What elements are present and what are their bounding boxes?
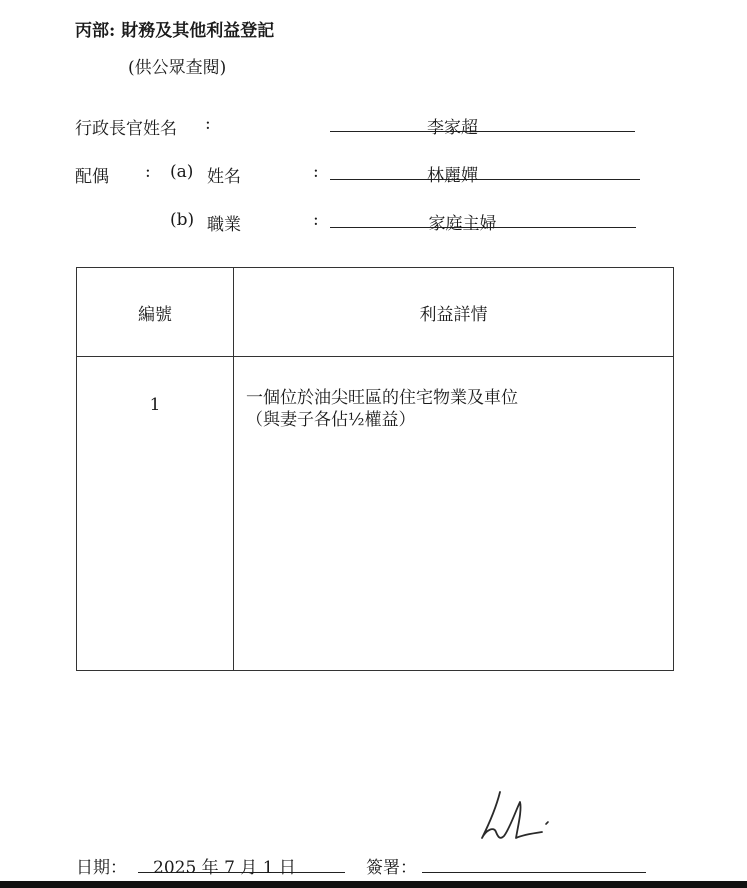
officer-name-value: 李家超 xyxy=(427,118,478,138)
row-details xyxy=(234,357,674,671)
row-number: 1 xyxy=(77,357,234,671)
spouse-colon: : xyxy=(145,162,151,182)
signature-label: 簽署： xyxy=(366,858,417,878)
date-label: 日期： xyxy=(76,858,127,878)
header-details: 利益詳情 xyxy=(234,268,674,357)
handwritten-signature xyxy=(470,780,570,860)
header-number: 編號 xyxy=(77,268,234,357)
table-header-row xyxy=(77,268,674,357)
row-details-line-1: 一個位於油尖旺區的住宅物業及車位 xyxy=(246,388,518,408)
spouse-occupation-marker: (b) xyxy=(170,210,195,230)
scan-bottom-edge xyxy=(0,881,747,888)
signature-underline xyxy=(422,872,646,873)
officer-colon: : xyxy=(205,114,211,134)
public-note: (供公眾查閱) xyxy=(128,58,227,78)
section-title: 丙部: 財務及其他利益登記 xyxy=(75,21,275,41)
table-row xyxy=(77,357,674,671)
spouse-occupation-colon: : xyxy=(313,210,319,230)
spouse-occupation-label: 職業 xyxy=(207,215,241,235)
spouse-occupation-value: 家庭主婦 xyxy=(428,214,497,234)
spouse-name-value: 林麗嬋 xyxy=(427,166,478,186)
interests-table xyxy=(76,267,674,671)
spouse-name-marker: (a) xyxy=(170,162,194,182)
row-details-line-2: （與妻子各佔½權益） xyxy=(246,410,416,430)
spouse-name-colon: : xyxy=(313,162,319,182)
spouse-name-label: 姓名 xyxy=(207,167,241,187)
officer-name-label: 行政長官姓名 xyxy=(75,119,177,139)
date-value: 2025 年 7 月 1 日 xyxy=(153,858,296,878)
spouse-label: 配偶 xyxy=(75,167,109,187)
